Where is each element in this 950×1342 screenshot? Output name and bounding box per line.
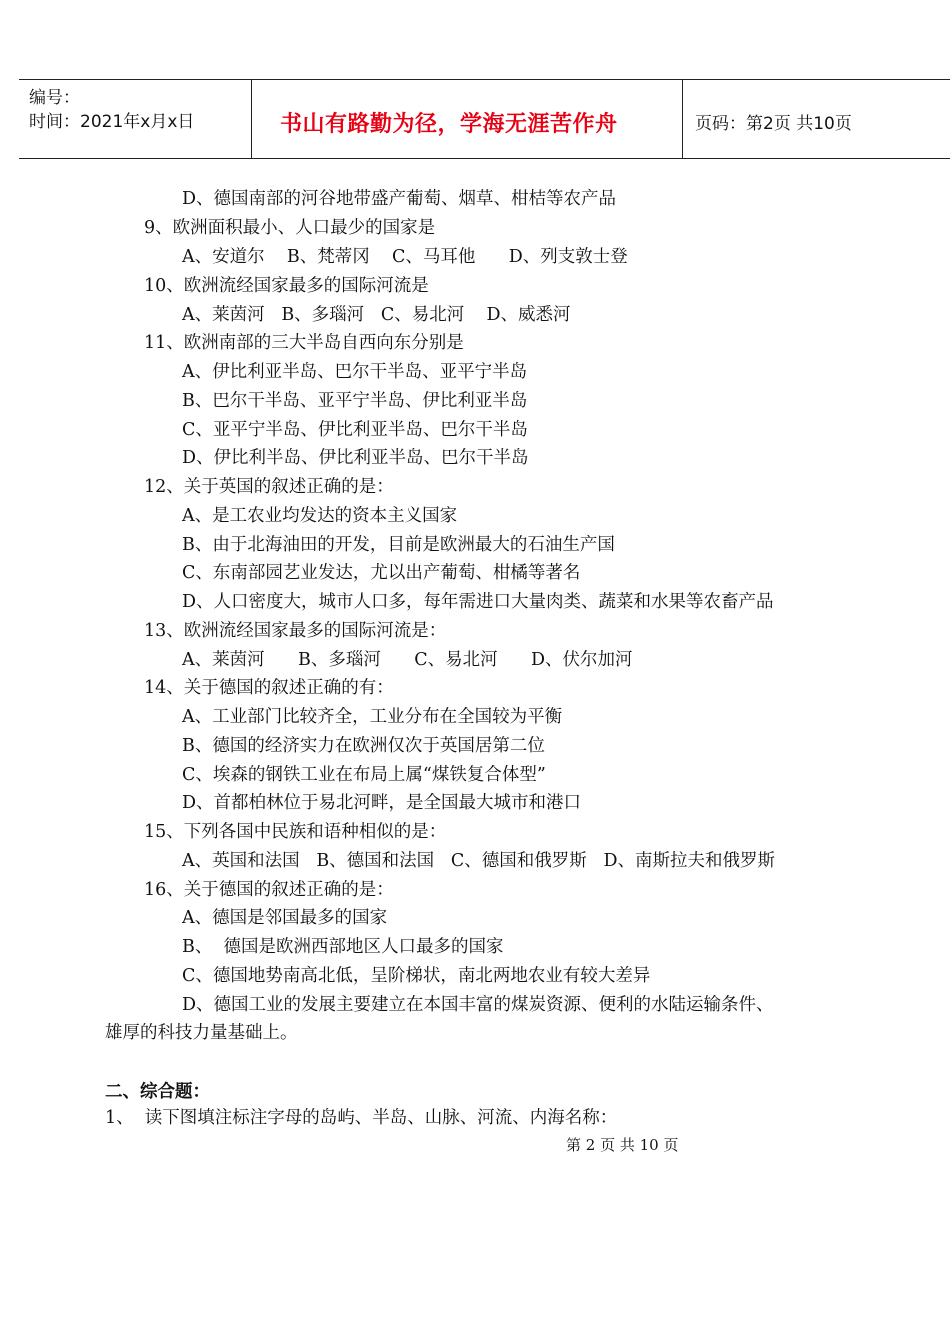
option-line: B、 德国是欧洲西部地区人口最多的国家 <box>182 937 504 957</box>
option-line: A、莱茵河 B、多瑙河 C、易北河 D、威悉河 <box>182 305 571 325</box>
option-line: B、德国的经济实力在欧洲仅次于英国居第二位 <box>182 736 545 756</box>
continuation-line: 雄厚的科技力量基础上。 <box>105 1023 298 1043</box>
option-line: A、工业部门比较齐全，工业分布在全国较为平衡 <box>182 707 563 727</box>
option-line: B、由于北海油田的开发，目前是欧洲最大的石油生产国 <box>182 535 615 555</box>
option-line: C、东南部园艺业发达，尤以出产葡萄、柑橘等著名 <box>182 563 581 583</box>
header-page-cell <box>683 80 943 158</box>
option-line: A、英国和法国 B、德国和法国 C、德国和俄罗斯 D、南斯拉夫和俄罗斯 <box>182 851 775 871</box>
question-line: 10、欧洲流经国家最多的国际河流是 <box>144 276 429 296</box>
header-motto-cell <box>252 80 683 158</box>
page-footer: 第 2 页 共 10 页 <box>566 1136 679 1154</box>
motto: 书山有路勤为径，学海无涯苦作舟 <box>280 112 618 137</box>
page-header <box>19 79 950 159</box>
page-code: 页码：第2页 共10页 <box>695 114 852 134</box>
time-label: 时间：2021年x月x日 <box>29 112 195 132</box>
option-line: A、莱茵河 B、多瑙河 C、易北河 D、伏尔加河 <box>182 650 633 670</box>
option-line: D、德国南部的河谷地带盛产葡萄、烟草、柑桔等农产品 <box>182 189 617 209</box>
question-line: 14、关于德国的叙述正确的有： <box>144 678 394 698</box>
question-line: 12、关于英国的叙述正确的是： <box>144 477 394 497</box>
question-line: 9、欧洲面积最小、人口最少的国家是 <box>144 218 436 238</box>
option-line: A、安道尔 B、梵蒂冈 C、马耳他 D、列支敦士登 <box>182 247 628 267</box>
section-title: 二、综合题： <box>105 1082 210 1102</box>
question-line: 13、欧洲流经国家最多的国际河流是： <box>144 621 447 641</box>
question-line: 11、欧洲南部的三大半岛自西向东分别是 <box>144 333 464 353</box>
option-line: A、伊比利亚半岛、巴尔干半岛、亚平宁半岛 <box>182 362 528 382</box>
question-line: 1、 读下图填注标注字母的岛屿、半岛、山脉、河流、内海名称： <box>105 1108 618 1128</box>
number-label: 编号： <box>29 88 80 108</box>
option-line: C、德国地势南高北低，呈阶梯状，南北两地农业有较大差异 <box>182 966 651 986</box>
option-line: D、首都柏林位于易北河畔，是全国最大城市和港口 <box>182 793 582 813</box>
option-line: A、是工农业均发达的资本主义国家 <box>182 506 458 526</box>
option-line: D、德国工业的发展主要建立在本国丰富的煤炭资源、便利的水陆运输条件、 <box>182 995 774 1015</box>
option-line: C、亚平宁半岛、伊比利亚半岛、巴尔干半岛 <box>182 420 528 440</box>
question-line: 16、关于德国的叙述正确的是： <box>144 880 394 900</box>
header-info-cell <box>19 80 252 158</box>
option-line: D、人口密度大，城市人口多，每年需进口大量肉类、蔬菜和水果等农畜产品 <box>182 592 774 612</box>
option-line: B、巴尔干半岛、亚平宁半岛、伊比利亚半岛 <box>182 391 528 411</box>
option-line: C、埃森的钢铁工业在布局上属“煤铁复合体型” <box>182 765 546 785</box>
option-line: A、德国是邻国最多的国家 <box>182 908 388 928</box>
question-line: 15、下列各国中民族和语种相似的是： <box>144 822 447 842</box>
option-line: D、伊比利半岛、伊比利亚半岛、巴尔干半岛 <box>182 448 529 468</box>
